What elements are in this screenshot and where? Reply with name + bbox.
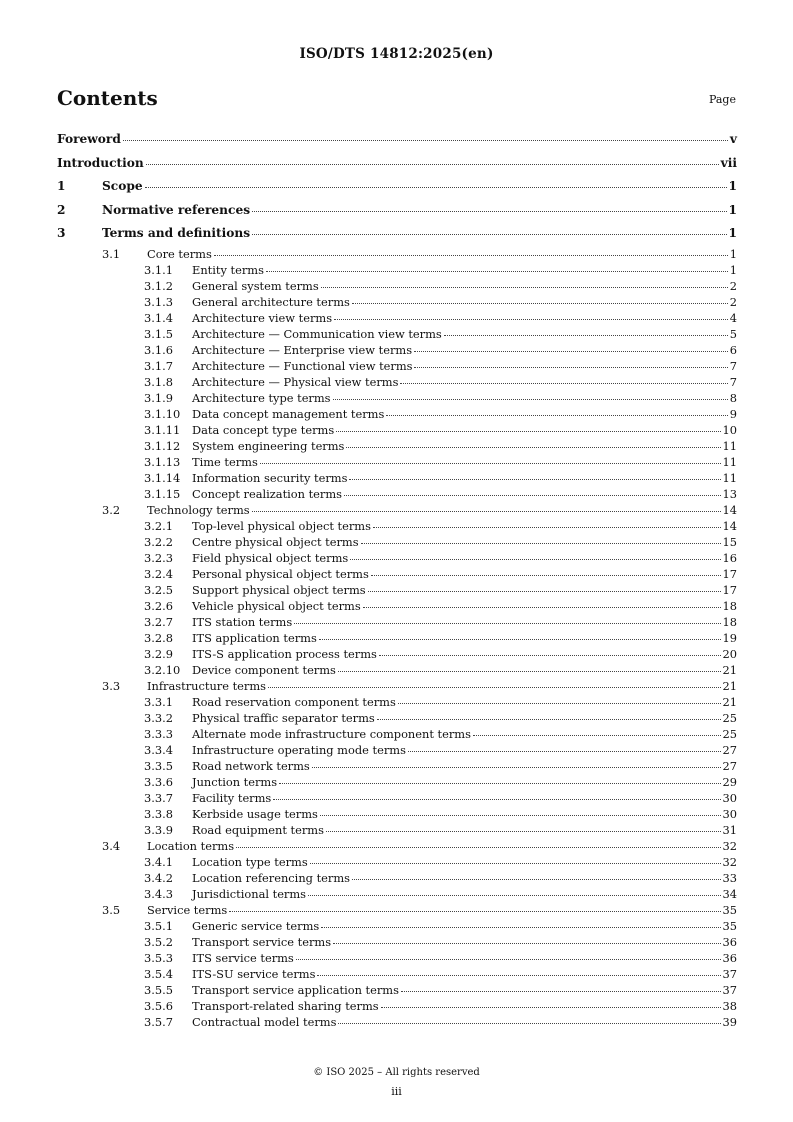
toc-entry-page[interactable]: 35 [722, 918, 737, 933]
toc-entry[interactable] [57, 598, 737, 614]
toc-entry[interactable] [57, 152, 737, 176]
toc-entry[interactable] [57, 982, 737, 998]
toc-entry[interactable] [57, 566, 737, 582]
dot-leader [400, 383, 727, 384]
toc-entry-title[interactable]: Kerbside usage terms [192, 806, 318, 821]
toc-entry-page[interactable]: 1 [728, 202, 737, 217]
toc-entry-number: 3.3.5 [144, 758, 173, 773]
toc-entry-number: 3.1.5 [144, 326, 173, 341]
toc-entry-page[interactable]: 37 [722, 982, 737, 997]
toc-entry-title[interactable]: Technology terms [147, 502, 250, 517]
toc-entry-page[interactable]: 19 [722, 630, 737, 645]
toc-entry[interactable] [57, 614, 737, 630]
toc-entry-page[interactable]: 1 [728, 226, 737, 240]
toc-entry-number: 3.5.2 [144, 934, 173, 949]
toc-entry-title[interactable]: Foreword [57, 132, 121, 146]
toc-entry-title[interactable]: Data concept type terms [192, 422, 335, 437]
toc-entry-title[interactable]: Location terms [147, 838, 235, 853]
toc-entry-title[interactable]: Normative references [102, 202, 251, 217]
dot-leader [266, 271, 728, 272]
toc-entry-number: 3.3 [102, 678, 121, 693]
dot-leader [373, 527, 721, 528]
toc-entry-page[interactable]: 9 [729, 406, 737, 421]
toc-entry[interactable] [57, 550, 737, 566]
toc-entry-title[interactable]: ITS-SU service terms [192, 966, 316, 981]
toc-entry-title[interactable]: Architecture — Enterprise view terms [192, 342, 413, 357]
toc-entry-title[interactable]: ITS service terms [192, 950, 294, 965]
toc-entry-number: 3.5.3 [144, 950, 173, 965]
toc-entry-number: 3.2.6 [144, 598, 173, 613]
toc-entry-page[interactable]: 14 [722, 502, 737, 517]
toc-entry-number: 3.1.4 [144, 310, 173, 325]
dot-leader [268, 687, 720, 688]
toc-entry-number: 3.4 [102, 838, 121, 853]
toc-entry-number: 3.1.12 [144, 438, 181, 453]
toc-entry-number: 3.5.4 [144, 966, 173, 981]
dot-leader [414, 351, 728, 352]
toc-entry-number: 2 [57, 202, 66, 217]
toc-entry-number: 3.1.10 [144, 406, 181, 421]
toc-entry-number: 3.2 [102, 502, 121, 517]
toc-entry[interactable] [57, 390, 737, 406]
toc-entry[interactable] [57, 710, 737, 726]
toc-entry-page[interactable]: 7 [729, 374, 737, 389]
toc-entry[interactable] [57, 918, 737, 934]
dot-leader [321, 927, 720, 928]
contents-heading: Contents [57, 86, 158, 110]
toc-entry-page[interactable]: 30 [722, 806, 737, 821]
dot-leader [401, 991, 721, 992]
toc-entry[interactable] [57, 854, 737, 870]
toc-entry-number: 3.3.4 [144, 742, 173, 757]
toc-entry-title[interactable]: Architecture view terms [192, 310, 333, 325]
toc-entry-page[interactable]: 32 [722, 854, 737, 869]
toc-entry-title[interactable]: Junction terms [192, 774, 278, 789]
toc-entry-number: 3.3.7 [144, 790, 173, 805]
toc-entry-page[interactable]: 11 [722, 438, 737, 453]
toc-entry[interactable] [57, 422, 737, 438]
toc-entry-title[interactable]: Architecture — Physical view terms [192, 374, 399, 389]
toc-entry[interactable] [57, 758, 737, 774]
toc-entry-title[interactable]: Infrastructure terms [147, 678, 267, 693]
toc-entry-page[interactable]: 20 [722, 646, 737, 661]
toc-entry-number: 3.2.2 [144, 534, 173, 549]
toc-entry-title[interactable]: General architecture terms [192, 294, 350, 309]
toc-entry[interactable] [57, 310, 737, 326]
toc-entry[interactable] [57, 694, 737, 710]
toc-entry-page[interactable]: 39 [722, 1014, 737, 1029]
toc-entry[interactable] [57, 342, 737, 358]
toc-entry-number: 1 [57, 179, 66, 193]
toc-entry[interactable] [57, 374, 737, 390]
toc-entry-page[interactable]: 29 [722, 774, 737, 789]
toc-entry-page[interactable]: 15 [722, 534, 737, 549]
toc-entry[interactable] [57, 886, 737, 902]
toc-entry[interactable] [57, 278, 737, 294]
dot-leader [352, 879, 721, 880]
toc-entry-page[interactable]: 21 [722, 662, 737, 677]
toc-entry[interactable] [57, 582, 737, 598]
toc-entry-page[interactable]: 11 [722, 454, 737, 469]
toc-entry-number: 3.5.5 [144, 982, 173, 997]
toc-entry-title[interactable]: Road equipment terms [192, 822, 324, 837]
toc-entry-page[interactable]: 18 [722, 598, 737, 613]
toc-entry-number: 3.2.10 [144, 662, 181, 677]
toc-entry[interactable] [57, 662, 737, 678]
toc-entry-number: 3.4.2 [144, 870, 173, 885]
toc-entry[interactable] [57, 950, 737, 966]
table-of-contents [57, 128, 737, 1030]
document-id: ISO/DTS 14812:2025(en) [299, 46, 494, 62]
toc-entry-page[interactable]: 34 [722, 886, 737, 901]
toc-entry-number: 3.3.1 [144, 694, 173, 709]
toc-entry-number: 3.2.1 [144, 518, 173, 533]
dot-leader [252, 234, 726, 235]
toc-entry-title[interactable]: Road network terms [192, 758, 310, 773]
toc-entry-number: 3.5.7 [144, 1014, 173, 1029]
toc-entry-number: 3.4.3 [144, 886, 173, 901]
dot-leader [473, 735, 721, 736]
dot-leader [123, 140, 728, 141]
dot-leader [214, 255, 728, 256]
toc-entry-title[interactable]: Location type terms [192, 854, 308, 869]
toc-entry-title[interactable]: Terms and definitions [102, 226, 251, 240]
toc-entry-number: 3.1.3 [144, 294, 173, 309]
toc-entry-page[interactable]: 38 [722, 998, 737, 1013]
toc-entry[interactable] [57, 502, 737, 518]
dot-leader [350, 559, 720, 560]
dot-leader [346, 447, 720, 448]
toc-entry-page[interactable]: 27 [722, 758, 737, 773]
toc-entry-page[interactable]: 7 [729, 358, 737, 373]
toc-entry-title[interactable]: ITS-S application process terms [192, 646, 377, 661]
toc-entry-number: 3.1.2 [144, 278, 173, 293]
toc-entry-title[interactable]: Location referencing terms [192, 870, 350, 885]
toc-entry-title[interactable]: Data concept management terms [192, 406, 385, 421]
toc-entry-page[interactable]: 32 [722, 838, 737, 853]
dot-leader [317, 975, 720, 976]
toc-entry-number: 3 [57, 226, 66, 240]
toc-entry-title[interactable]: Jurisdictional terms [192, 886, 307, 901]
toc-entry-title[interactable]: Alternate mode infrastructure component terms [192, 726, 471, 741]
dot-leader [352, 303, 728, 304]
toc-entry-title[interactable]: Core terms [147, 246, 212, 261]
toc-entry-title[interactable]: Infrastructure operating mode terms [192, 742, 406, 757]
toc-entry-number: 3.1.11 [144, 422, 181, 437]
toc-entry-number: 3.2.7 [144, 614, 173, 629]
toc-entry-title[interactable]: Entity terms [192, 262, 264, 277]
toc-entry-page[interactable]: 13 [722, 486, 737, 501]
toc-entry-number: 3.1.13 [144, 454, 181, 469]
toc-entry-number: 3.3.3 [144, 726, 173, 741]
toc-entry[interactable] [57, 726, 737, 742]
dot-leader [320, 815, 721, 816]
toc-entry[interactable] [57, 406, 737, 422]
toc-entry[interactable] [57, 742, 737, 758]
toc-entry-number: 3.1.1 [144, 262, 173, 277]
toc-entry[interactable] [57, 246, 737, 262]
toc-entry-page[interactable]: 31 [722, 822, 737, 837]
toc-entry-page[interactable]: 11 [722, 470, 737, 485]
toc-entry-title[interactable]: Architecture type terms [192, 390, 331, 405]
dot-leader [338, 671, 721, 672]
toc-entry-title[interactable]: Time terms [192, 454, 258, 469]
dot-leader [377, 719, 721, 720]
toc-entry[interactable] [57, 630, 737, 646]
page-number: iii [391, 1085, 402, 1098]
toc-entry-page[interactable]: 4 [729, 310, 737, 325]
dot-leader [386, 415, 727, 416]
toc-entry-page[interactable]: 6 [729, 342, 737, 357]
toc-entry-page[interactable]: 2 [729, 294, 737, 309]
toc-entry-page[interactable]: 33 [722, 870, 737, 885]
toc-entry[interactable] [57, 774, 737, 790]
dot-leader [296, 959, 721, 960]
toc-entry-page[interactable]: 10 [722, 422, 737, 437]
toc-entry-title[interactable]: Field physical object terms [192, 550, 349, 565]
toc-entry-page[interactable]: 36 [722, 950, 737, 965]
toc-entry[interactable] [57, 966, 737, 982]
toc-entry-number: 3.2.4 [144, 566, 173, 581]
toc-entry[interactable] [57, 175, 737, 199]
dot-leader [294, 623, 720, 624]
toc-entry-number: 3.5 [102, 902, 121, 917]
toc-entry-page[interactable]: 25 [722, 710, 737, 725]
dot-leader [361, 543, 721, 544]
dot-leader [398, 703, 721, 704]
dot-leader [260, 463, 721, 464]
toc-entry[interactable] [57, 199, 737, 223]
toc-entry[interactable] [57, 326, 737, 342]
dot-leader [236, 847, 720, 848]
toc-entry-number: 3.2.9 [144, 646, 173, 661]
dot-leader [344, 495, 720, 496]
toc-entry[interactable] [57, 998, 737, 1014]
dot-leader [252, 511, 721, 512]
toc-entry-page[interactable]: 27 [722, 742, 737, 757]
toc-entry[interactable] [57, 128, 737, 152]
dot-leader [312, 767, 721, 768]
toc-entry[interactable] [57, 470, 737, 486]
toc-entry-title[interactable]: Architecture — Functional view terms [192, 358, 413, 373]
toc-entry[interactable] [57, 790, 737, 806]
dot-leader [336, 431, 720, 432]
toc-entry-page[interactable]: 21 [722, 694, 737, 709]
toc-entry-title[interactable]: Transport-related sharing terms [192, 998, 379, 1013]
dot-leader [333, 943, 720, 944]
toc-entry[interactable] [57, 454, 737, 470]
toc-entry-title[interactable]: Centre physical object terms [192, 534, 359, 549]
toc-entry-title[interactable]: Architecture — Communication view terms [192, 326, 442, 341]
toc-entry-number: 3.1.14 [144, 470, 181, 485]
toc-entry-number: 3.1.8 [144, 374, 173, 389]
toc-entry-page[interactable]: 36 [722, 934, 737, 949]
page-column-label: Page [708, 93, 736, 106]
toc-entry[interactable] [57, 294, 737, 310]
toc-entry[interactable] [57, 486, 737, 502]
toc-entry-title[interactable]: Physical traffic separator terms [192, 710, 375, 725]
toc-entry[interactable] [57, 838, 737, 854]
toc-entry-title[interactable]: Road reservation component terms [192, 694, 396, 709]
toc-entry-number: 3.5.1 [144, 918, 173, 933]
toc-entry[interactable] [57, 806, 737, 822]
dot-leader [414, 367, 727, 368]
toc-entry-number: 3.3.6 [144, 774, 173, 789]
toc-entry-title[interactable]: Scope [102, 179, 143, 193]
toc-entry-page[interactable]: 1 [729, 262, 737, 277]
toc-entry-page[interactable]: 25 [722, 726, 737, 741]
toc-entry-page[interactable]: 1 [728, 179, 737, 193]
toc-entry-title[interactable]: Facility terms [192, 790, 272, 805]
toc-entry-page[interactable]: 5 [729, 326, 737, 341]
toc-entry-title[interactable]: System engineering terms [192, 438, 345, 453]
dot-leader [371, 575, 721, 576]
toc-entry-title[interactable]: Personal physical object terms [192, 566, 369, 581]
dot-leader [381, 1007, 721, 1008]
dot-leader [408, 751, 721, 752]
toc-entry-title[interactable]: Device component terms [192, 662, 336, 677]
dot-leader [145, 187, 727, 188]
toc-entry-title[interactable]: Transport service terms [192, 934, 332, 949]
toc-entry-title[interactable]: Top-level physical object terms [192, 518, 371, 533]
toc-entry-title[interactable]: General system terms [192, 278, 319, 293]
toc-entry-number: 3.1.6 [144, 342, 173, 357]
dot-leader [252, 211, 726, 212]
toc-entry[interactable] [57, 646, 737, 662]
dot-leader [273, 799, 720, 800]
dot-leader [338, 1023, 720, 1024]
toc-entry-title[interactable]: Contractual model terms [192, 1014, 337, 1029]
toc-entry-page[interactable]: 37 [722, 966, 737, 981]
toc-entry-title[interactable]: Concept realization terms [192, 486, 343, 501]
toc-entry-page[interactable]: 2 [729, 278, 737, 293]
toc-entry-page[interactable]: 8 [729, 390, 737, 405]
toc-entry-page[interactable]: 21 [722, 678, 737, 693]
toc-entry-number: 3.2.5 [144, 582, 173, 597]
toc-entry-page[interactable]: vii [720, 155, 737, 170]
toc-entry-number: 3.2.3 [144, 550, 173, 565]
toc-entry-number: 3.3.9 [144, 822, 173, 837]
dot-leader [334, 319, 728, 320]
toc-entry-page[interactable]: 16 [722, 550, 737, 565]
toc-entry-page[interactable]: 17 [722, 566, 737, 581]
toc-entry[interactable] [57, 534, 737, 550]
toc-entry[interactable] [57, 870, 737, 886]
toc-entry-title[interactable]: ITS application terms [192, 630, 317, 645]
toc-entry[interactable] [57, 518, 737, 534]
dot-leader [321, 287, 728, 288]
toc-entry-title[interactable]: Support physical object terms [192, 582, 366, 597]
toc-entry-number: 3.1.7 [144, 358, 173, 373]
toc-entry[interactable] [57, 934, 737, 950]
dot-leader [310, 863, 721, 864]
copyright-notice: © ISO 2025 – All rights reserved [313, 1067, 480, 1078]
toc-entry-page[interactable]: v [729, 132, 737, 146]
toc-entry[interactable] [57, 678, 737, 694]
toc-entry-title[interactable]: Vehicle physical object terms [192, 598, 361, 613]
toc-entry-page[interactable]: 1 [729, 246, 737, 261]
dot-leader [319, 639, 721, 640]
toc-entry[interactable] [57, 222, 737, 246]
toc-entry-number: 3.4.1 [144, 854, 173, 869]
toc-entry-number: 3.3.2 [144, 710, 173, 725]
dot-leader [379, 655, 721, 656]
dot-leader [349, 479, 720, 480]
toc-entry-page[interactable]: 30 [722, 790, 737, 805]
toc-entry[interactable] [57, 438, 737, 454]
toc-entry-page[interactable]: 35 [722, 902, 737, 917]
toc-entry[interactable] [57, 358, 737, 374]
dot-leader [368, 591, 721, 592]
toc-entry-title[interactable]: Introduction [57, 155, 144, 170]
toc-entry-title[interactable]: Generic service terms [192, 918, 320, 933]
dot-leader [333, 399, 728, 400]
toc-entry-number: 3.5.6 [144, 998, 173, 1013]
toc-entry-page[interactable]: 14 [722, 518, 737, 533]
toc-entry[interactable] [57, 902, 737, 918]
toc-entry[interactable] [57, 822, 737, 838]
toc-entry-title[interactable]: Information security terms [192, 470, 348, 485]
toc-entry-number: 3.1 [102, 246, 121, 261]
toc-entry-page[interactable]: 18 [722, 614, 737, 629]
dot-leader [146, 164, 719, 165]
dot-leader [308, 895, 720, 896]
dot-leader [279, 783, 720, 784]
toc-entry-title[interactable]: ITS station terms [192, 614, 293, 629]
toc-entry-page[interactable]: 17 [722, 582, 737, 597]
dot-leader [363, 607, 721, 608]
toc-entry-title[interactable]: Transport service application terms [192, 982, 399, 997]
toc-entry-title[interactable]: Service terms [147, 902, 228, 917]
dot-leader [229, 911, 720, 912]
toc-entry-number: 3.1.9 [144, 390, 173, 405]
toc-entry-number: 3.2.8 [144, 630, 173, 645]
dot-leader [326, 831, 721, 832]
toc-entry[interactable] [57, 1014, 737, 1030]
toc-entry-number: 3.3.8 [144, 806, 173, 821]
toc-entry-number: 3.1.15 [144, 486, 181, 501]
toc-entry[interactable] [57, 262, 737, 278]
dot-leader [444, 335, 728, 336]
